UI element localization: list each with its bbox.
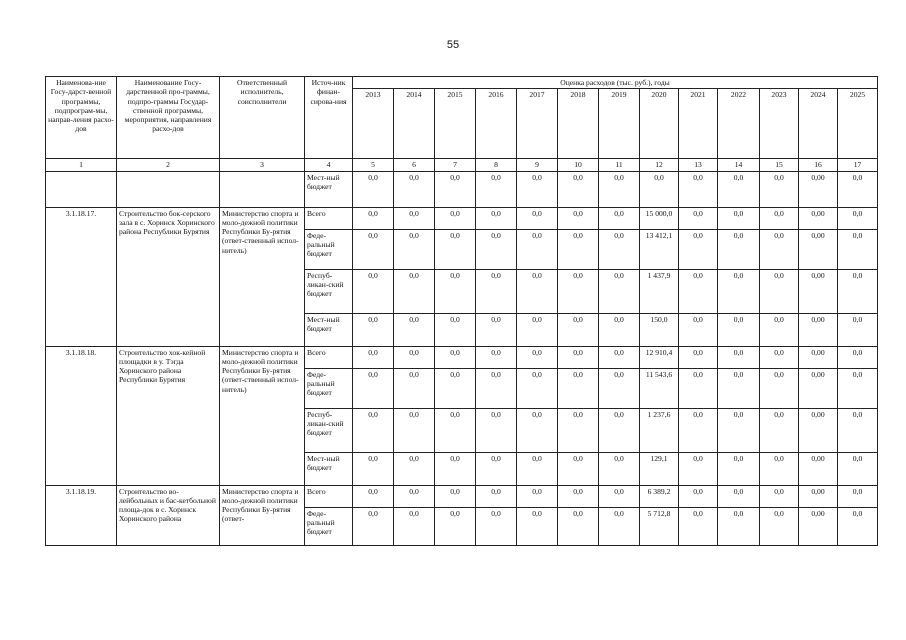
value-cell: 11 543,6 (640, 368, 679, 408)
table-body (46, 171, 878, 545)
header-responsible: Ответственный исполнитель, соисполнители (220, 77, 305, 159)
value-cell: 0,0 (517, 368, 558, 408)
table-row (46, 171, 878, 207)
value-cell: 0,0 (838, 229, 878, 269)
value-cell: 0,0 (718, 368, 760, 408)
value-cell: 0,0 (394, 507, 435, 545)
value-cell: 0,00 (799, 313, 838, 346)
value-cell: 12 910,4 (640, 346, 679, 368)
value-cell: 0,0 (476, 346, 517, 368)
row-source: Мест-ный бюджет (305, 452, 353, 485)
header-direction: Наименова-ние Госу-дарст-венной программы, подпрограм-мы, направ-ления расхо-дов (46, 77, 117, 159)
value-cell: 0,0 (353, 507, 394, 545)
value-cell: 0,00 (799, 408, 838, 452)
column-number: 9 (517, 159, 558, 171)
value-cell: 0,0 (679, 507, 718, 545)
value-cell: 0,0 (760, 368, 799, 408)
value-cell: 0,0 (353, 207, 394, 229)
header-year: 2016 (476, 89, 517, 159)
column-number: 7 (435, 159, 476, 171)
header-program: Наименование Госу-дарственной про-граммы, подпро-граммы Государ-ственной программы, мероприятия, направления расхо-дов (117, 77, 220, 159)
value-cell: 0,0 (476, 368, 517, 408)
header-year: 2020 (640, 89, 679, 159)
column-number: 10 (558, 159, 599, 171)
value-cell: 0,0 (394, 207, 435, 229)
value-cell: 0,0 (558, 171, 599, 207)
value-cell: 0,0 (517, 408, 558, 452)
row-responsible: Министерство спорта и моло-дежной политики Республики Бу-рятия (ответ-ственный испол-нитель) (220, 207, 305, 346)
value-cell: 0,0 (435, 408, 476, 452)
row-source: Феде-ральный бюджет (305, 507, 353, 545)
row-name: Строительство хок-кейной площадки в у. Тэгда Хоринского района Республики Бурятия (117, 346, 220, 485)
value-cell: 0,0 (558, 229, 599, 269)
value-cell: 0,0 (558, 507, 599, 545)
value-cell: 0,0 (640, 171, 679, 207)
value-cell: 0,0 (599, 485, 640, 507)
value-cell: 0,0 (679, 313, 718, 346)
value-cell: 0,0 (760, 313, 799, 346)
value-cell: 0,0 (838, 313, 878, 346)
value-cell: 0,0 (435, 207, 476, 229)
value-cell: 0,0 (599, 408, 640, 452)
value-cell: 0,0 (394, 368, 435, 408)
value-cell: 0,0 (599, 207, 640, 229)
value-cell: 0,00 (799, 207, 838, 229)
header-year: 2022 (718, 89, 760, 159)
row-source: Всего (305, 207, 353, 229)
row-source: Респуб-ликан-ский бюджет (305, 269, 353, 313)
value-cell: 0,0 (760, 346, 799, 368)
value-cell: 0,0 (679, 346, 718, 368)
value-cell: 0,0 (476, 229, 517, 269)
value-cell: 0,0 (599, 346, 640, 368)
value-cell: 0,0 (760, 269, 799, 313)
row-code: 3.1.18.19. (46, 485, 117, 545)
header-year: 2024 (799, 89, 838, 159)
value-cell: 0,0 (394, 485, 435, 507)
header-year: 2017 (517, 89, 558, 159)
column-number: 1 (46, 159, 117, 171)
value-cell: 0,0 (517, 229, 558, 269)
value-cell: 0,0 (353, 485, 394, 507)
value-cell: 0,0 (476, 171, 517, 207)
value-cell: 0,0 (435, 368, 476, 408)
value-cell: 0,0 (394, 313, 435, 346)
value-cell: 0,0 (435, 229, 476, 269)
column-number: 4 (305, 159, 353, 171)
value-cell: 0,00 (799, 269, 838, 313)
column-number: 14 (718, 159, 760, 171)
value-cell: 0,0 (599, 269, 640, 313)
row-code: 3.1.18.18. (46, 346, 117, 485)
value-cell: 0,0 (718, 313, 760, 346)
value-cell: 0,0 (679, 368, 718, 408)
row-source: Феде-ральный бюджет (305, 368, 353, 408)
value-cell: 0,0 (760, 207, 799, 229)
value-cell: 0,0 (353, 171, 394, 207)
column-number: 17 (838, 159, 878, 171)
row-name: Строительство во-лейбольных и бас-кетбольной площа-док в с. Хоринск Хоринского района (117, 485, 220, 545)
value-cell: 0,0 (435, 171, 476, 207)
value-cell: 0,0 (476, 507, 517, 545)
header-year: 2015 (435, 89, 476, 159)
value-cell: 0,0 (394, 269, 435, 313)
column-number: 6 (394, 159, 435, 171)
value-cell: 0,0 (394, 171, 435, 207)
column-number: 5 (353, 159, 394, 171)
value-cell: 0,0 (558, 368, 599, 408)
value-cell: 0,0 (760, 507, 799, 545)
row-source: Всего (305, 485, 353, 507)
value-cell: 13 412,1 (640, 229, 679, 269)
value-cell: 0,0 (517, 485, 558, 507)
value-cell: 0,0 (353, 408, 394, 452)
header-year: 2025 (838, 89, 878, 159)
row-code: 3.1.18.17. (46, 207, 117, 346)
header-year: 2019 (599, 89, 640, 159)
value-cell: 0,0 (718, 408, 760, 452)
column-numbers-row (46, 159, 878, 171)
row-responsible: Министерство спорта и моло-дежной политики Республики Бу-рятия (ответ-ственный испол-нитель) (220, 346, 305, 485)
row-name: Строительство бок-серского зала в с. Хоринск Хоринского района Республики Бурятия (117, 207, 220, 346)
value-cell: 0,0 (718, 171, 760, 207)
value-cell: 0,0 (558, 408, 599, 452)
value-cell: 0,0 (353, 269, 394, 313)
value-cell: 0,0 (838, 452, 878, 485)
value-cell: 0,0 (476, 452, 517, 485)
header-year: 2021 (679, 89, 718, 159)
value-cell: 0,0 (394, 229, 435, 269)
value-cell: 0,0 (476, 408, 517, 452)
page-number: 55 (446, 39, 460, 51)
column-number: 16 (799, 159, 838, 171)
table-row (46, 207, 878, 229)
value-cell: 0,0 (599, 313, 640, 346)
value-cell: 0,0 (718, 207, 760, 229)
value-cell: 0,0 (476, 207, 517, 229)
value-cell: 0,0 (760, 171, 799, 207)
value-cell: 0,00 (799, 507, 838, 545)
row-source: Мест-ный бюджет (305, 171, 353, 207)
value-cell: 0,0 (353, 368, 394, 408)
header-year: 2013 (353, 89, 394, 159)
header-row-1 (46, 77, 878, 89)
value-cell: 0,0 (838, 171, 878, 207)
row-source: Респуб-ликан-ский бюджет (305, 408, 353, 452)
value-cell: 0,0 (718, 507, 760, 545)
value-cell: 0,0 (718, 485, 760, 507)
value-cell: 0,0 (718, 229, 760, 269)
row-name (117, 171, 220, 207)
value-cell: 0,0 (517, 207, 558, 229)
value-cell: 0,0 (353, 229, 394, 269)
header-year: 2018 (558, 89, 599, 159)
column-number: 15 (760, 159, 799, 171)
value-cell: 0,00 (799, 452, 838, 485)
value-cell: 0,0 (394, 452, 435, 485)
value-cell: 0,0 (558, 452, 599, 485)
value-cell: 6 389,2 (640, 485, 679, 507)
value-cell: 0,0 (435, 507, 476, 545)
value-cell: 0,00 (799, 346, 838, 368)
value-cell: 0,0 (838, 269, 878, 313)
value-cell: 0,0 (718, 346, 760, 368)
value-cell: 1 437,9 (640, 269, 679, 313)
value-cell: 0,00 (799, 368, 838, 408)
value-cell: 0,0 (517, 346, 558, 368)
value-cell: 0,0 (599, 452, 640, 485)
value-cell: 0,0 (353, 346, 394, 368)
value-cell: 0,0 (517, 171, 558, 207)
value-cell: 0,0 (838, 507, 878, 545)
value-cell: 0,0 (394, 408, 435, 452)
value-cell: 0,0 (517, 313, 558, 346)
value-cell: 0,0 (679, 207, 718, 229)
header-year: 2023 (760, 89, 799, 159)
value-cell: 0,00 (799, 485, 838, 507)
value-cell: 0,0 (838, 408, 878, 452)
column-number: 3 (220, 159, 305, 171)
value-cell: 0,0 (394, 346, 435, 368)
value-cell: 0,0 (760, 229, 799, 269)
value-cell: 0,0 (599, 507, 640, 545)
value-cell: 0,00 (799, 171, 838, 207)
value-cell: 0,0 (476, 313, 517, 346)
value-cell: 0,0 (353, 452, 394, 485)
value-cell: 0,0 (679, 269, 718, 313)
value-cell: 0,0 (435, 346, 476, 368)
row-source: Мест-ный бюджет (305, 313, 353, 346)
header-source: Источ-ник финан-сирова-ния (305, 77, 353, 159)
value-cell: 0,0 (476, 269, 517, 313)
value-cell: 0,0 (838, 346, 878, 368)
value-cell: 0,0 (718, 269, 760, 313)
value-cell: 0,0 (558, 207, 599, 229)
value-cell: 0,0 (558, 346, 599, 368)
value-cell: 0,0 (558, 269, 599, 313)
value-cell: 0,0 (599, 171, 640, 207)
value-cell: 15 000,0 (640, 207, 679, 229)
table-row (46, 346, 878, 368)
budget-table (45, 76, 878, 546)
row-source: Феде-ральный бюджет (305, 229, 353, 269)
value-cell: 0,0 (679, 452, 718, 485)
value-cell: 0,0 (679, 485, 718, 507)
value-cell: 0,0 (517, 269, 558, 313)
value-cell: 1 237,6 (640, 408, 679, 452)
column-number: 11 (599, 159, 640, 171)
table-row (46, 485, 878, 507)
value-cell: 0,0 (558, 485, 599, 507)
header-estimate: Оценка расходов (тыс. руб.), годы (353, 77, 878, 89)
column-number: 12 (640, 159, 679, 171)
value-cell: 0,0 (760, 485, 799, 507)
value-cell: 0,0 (435, 313, 476, 346)
value-cell: 0,0 (517, 507, 558, 545)
value-cell: 0,0 (599, 368, 640, 408)
value-cell: 0,0 (435, 269, 476, 313)
value-cell: 0,0 (679, 171, 718, 207)
value-cell: 0,00 (799, 229, 838, 269)
value-cell: 0,0 (476, 485, 517, 507)
value-cell: 0,0 (558, 313, 599, 346)
value-cell: 0,0 (517, 452, 558, 485)
value-cell: 150,0 (640, 313, 679, 346)
row-responsible: Министерство спорта и моло-дежной политики Республики Бу-рятия (ответ- (220, 485, 305, 545)
column-number: 13 (679, 159, 718, 171)
row-source: Всего (305, 346, 353, 368)
column-number: 2 (117, 159, 220, 171)
row-code (46, 171, 117, 207)
value-cell: 5 712,8 (640, 507, 679, 545)
value-cell: 0,0 (679, 408, 718, 452)
value-cell: 0,0 (599, 229, 640, 269)
header-year: 2014 (394, 89, 435, 159)
value-cell: 129,1 (640, 452, 679, 485)
value-cell: 0,0 (838, 207, 878, 229)
value-cell: 0,0 (760, 452, 799, 485)
value-cell: 0,0 (679, 229, 718, 269)
value-cell: 0,0 (838, 368, 878, 408)
column-number: 8 (476, 159, 517, 171)
value-cell: 0,0 (435, 452, 476, 485)
value-cell: 0,0 (353, 313, 394, 346)
value-cell: 0,0 (435, 485, 476, 507)
value-cell: 0,0 (838, 485, 878, 507)
value-cell: 0,0 (718, 452, 760, 485)
value-cell: 0,0 (760, 408, 799, 452)
row-responsible (220, 171, 305, 207)
